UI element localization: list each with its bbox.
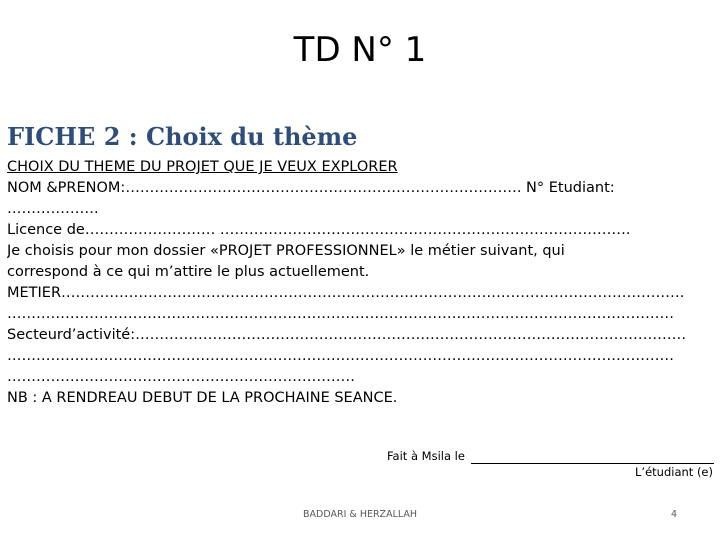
metier-field-line: METIER………………………………………………………………………………………………………………… (7, 285, 685, 301)
secteur-continuation-line: ………………………………………………………………………………………………………………………… (7, 348, 674, 364)
fait-label: Fait à Msila le (387, 449, 465, 463)
choice-statement-line: Je choisis pour mon dossier «PROJET PROFESSIONNEL» le métier suivant, qui (7, 243, 565, 259)
nb-instruction-line: NB : A RENDREAU DEBUT DE LA PROCHAINE SEANCE. (7, 390, 398, 406)
metier-continuation-line: ………………………………………………………………………………………………………………………… (7, 306, 674, 322)
secteur-field-line: Secteurd’activité:…………………………………………………………………………………………………… (7, 327, 687, 343)
slide-title: TD N° 1 (293, 30, 427, 70)
signature-place-date (387, 448, 714, 464)
secteur-continuation-line-2: ……………………………………………………………… (7, 369, 355, 385)
date-blank-underline (471, 451, 714, 464)
footer-authors: BADDARI & HERZALLAH (302, 509, 418, 520)
student-signature-label: L’étudiant (e) (635, 465, 713, 479)
fiche-heading: FICHE 2 : Choix du thème (7, 122, 358, 151)
choice-statement-line-2: correspond à ce qui m’attire le plus actuellement. (7, 264, 370, 280)
name-field-line: NOM &PRENOM:………………………………………………………………………. N° Etudiant: (7, 180, 615, 196)
page-number: 4 (670, 509, 678, 520)
form-body (7, 157, 713, 409)
form-subheading: CHOIX DU THEME DU PROJET QUE JE VEUX EXPLORER (7, 159, 398, 175)
licence-field-line: Licence de……………………… …………………………………………………………………………. (7, 222, 631, 238)
student-number-blank-line: ………………. (7, 201, 99, 217)
